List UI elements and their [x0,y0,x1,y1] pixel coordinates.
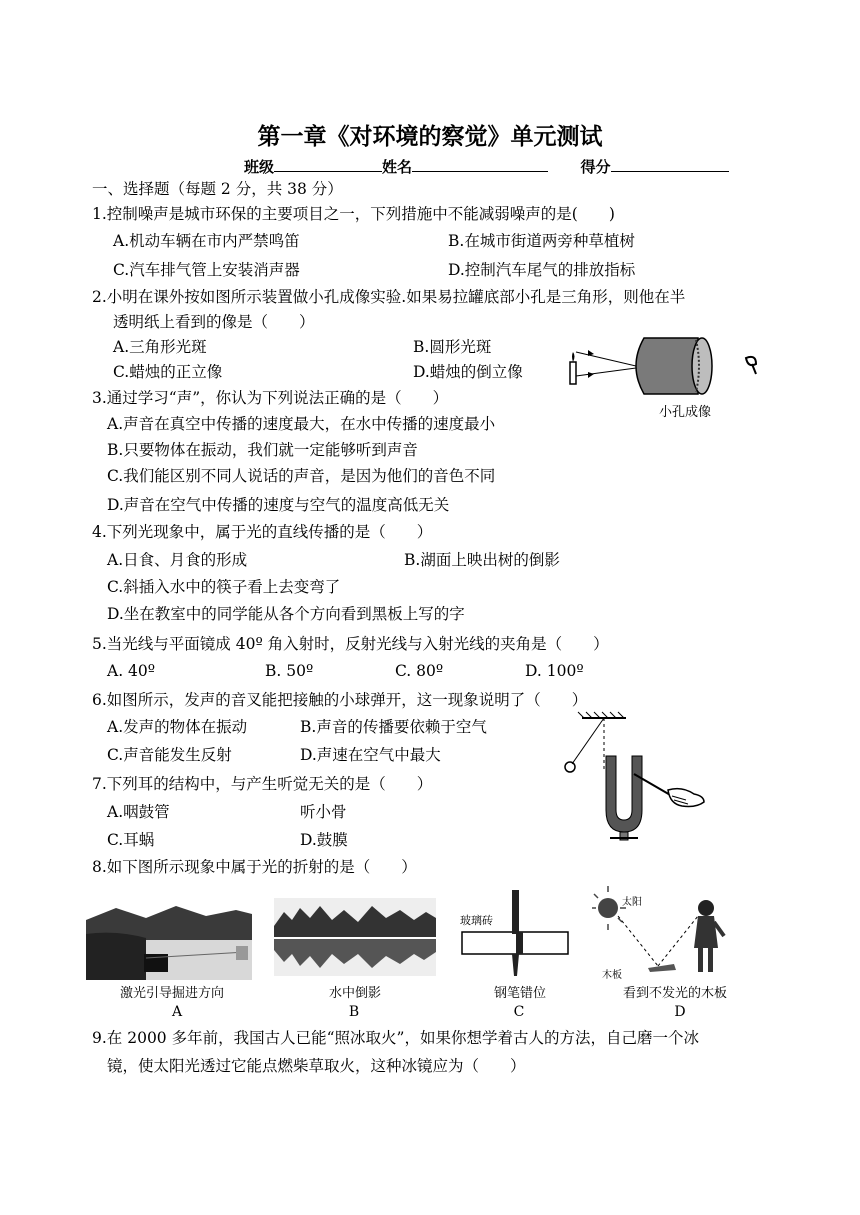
figure-c-caption: 钢笔错位 [493,986,546,1001]
q4-option-a[interactable]: A.日食、月食的形成 [107,551,248,569]
score-field[interactable] [611,155,729,172]
q6-option-a[interactable]: A.发声的物体在振动 [107,718,248,736]
header-fields [244,155,729,177]
question-2: 2.小明在课外按如图所示装置做小孔成像实验.如果易拉罐底部小孔是三角形，则他在半 [92,288,686,306]
figure-b-caption: 水中倒影 [328,986,381,1001]
pinhole-figure-caption: 小孔成像 [658,405,711,420]
name-field[interactable] [412,155,548,172]
q6-option-c[interactable]: C.声音能发生反射 [107,746,232,764]
q1-option-b[interactable]: B.在城市街道两旁种草植树 [448,232,635,250]
pinhole-camera-figure [566,330,776,400]
q5-option-b[interactable]: B. 50º [265,662,314,680]
score-label: 得分 [580,158,611,176]
page-title: 第一章《对环境的察觉》单元测试 [257,124,603,150]
name-label: 姓名 [382,158,413,176]
q7-option-d[interactable]: D.鼓膜 [300,831,348,849]
q1-option-d[interactable]: D.控制汽车尾气的排放指标 [448,261,636,279]
question-6: 6.如图所示，发声的音叉能把接触的小球弹开，这一现象说明了（ ） [92,691,588,709]
q7-option-c[interactable]: C.耳蜗 [107,831,155,849]
q5-option-d[interactable]: D. 100º [525,662,584,680]
question-4: 4.下列光现象中，属于光的直线传播的是（ ） [92,523,433,541]
q2-option-d[interactable]: D.蜡烛的倒立像 [413,363,523,381]
figure-a-letter[interactable]: A [171,1004,183,1020]
figure-a-caption: 激光引导掘进方向 [119,986,224,1001]
figure-c-letter[interactable]: C [513,1004,525,1020]
sun-label: 太阳 [622,897,642,908]
question-9-line2: 镜，使太阳光透过它能点燃柴草取火，这种冰镜应为（ ） [107,1057,526,1075]
figure-b-letter[interactable]: B [348,1004,360,1020]
question-3: 3.通过学习“声”，你认为下列说法正确的是（ ） [92,389,449,407]
q3-option-c[interactable]: C.我们能区别不同人说话的声音，是因为他们的音色不同 [107,467,496,485]
class-field[interactable] [274,155,382,172]
q4-option-c[interactable]: C.斜插入水中的筷子看上去变弯了 [107,578,341,596]
question-2-line2: 透明纸上看到的像是（ ） [113,313,315,331]
q3-option-d[interactable]: D.声音在空气中传播的速度与空气的温度高低无关 [107,496,450,514]
question-8: 8.如下图所示现象中属于光的折射的是（ ） [92,858,417,876]
q6-option-b[interactable]: B.声音的传播要依赖于空气 [300,718,487,736]
q3-option-a[interactable]: A.声音在真空中传播的速度最大，在水中传播的速度最小 [107,415,496,433]
q1-option-a[interactable]: A.机动车辆在市内严禁鸣笛 [113,232,300,250]
q2-option-b[interactable]: B.圆形光斑 [413,338,492,356]
section-heading: 一、选择题（每题 2 分，共 38 分） [92,180,343,198]
pen-glass-block-figure [456,888,574,980]
q4-option-d[interactable]: D.坐在教室中的同学能从各个方向看到黑板上写的字 [107,605,465,623]
question-9: 9.在 2000 多年前，我国古人已能“照冰取火”，如果你想学着古人的方法，自己磨一个冰 [92,1029,699,1047]
q7-option-a[interactable]: A.咽鼓管 [107,803,170,821]
board-label: 木板 [602,970,622,981]
figure-d-caption: 看到不发光的木板 [622,986,727,1001]
question-5: 5.当光线与平面镜成 40º 角入射时，反射光线与入射光线的夹角是（ ） [92,635,609,653]
figure-d-letter[interactable]: D [674,1004,686,1020]
question-7: 7.下列耳的结构中，与产生听觉无关的是（ ） [92,775,433,793]
q5-option-a[interactable]: A. 40º [107,662,156,680]
q1-option-c[interactable]: C.汽车排气管上安装消声器 [113,261,300,279]
question-1: 1.控制噪声是城市环保的主要项目之一，下列措施中不能减弱噪声的是( ) [92,205,615,223]
q6-option-d[interactable]: D.声速在空气中最大 [300,746,441,764]
water-reflection-photo [274,898,436,976]
class-label: 班级 [244,158,275,176]
q3-option-b[interactable]: B.只要物体在振动，我们就一定能够听到声音 [107,441,418,459]
glass-block-label: 玻璃砖 [460,914,493,927]
tuning-fork-figure [560,710,720,845]
q2-option-c[interactable]: C.蜡烛的正立像 [113,363,223,381]
q4-option-b[interactable]: B.湖面上映出树的倒影 [404,551,560,569]
q2-option-a[interactable]: A.三角形光斑 [113,338,207,356]
q7-option-b[interactable]: 听小骨 [300,803,347,821]
q5-option-c[interactable]: C. 80º [395,662,444,680]
laser-tunnel-photo [86,900,252,980]
